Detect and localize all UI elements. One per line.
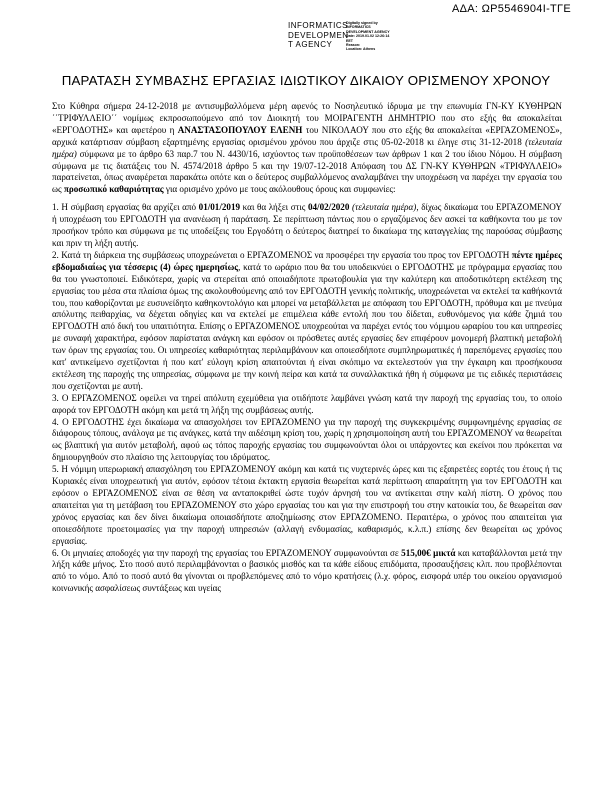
intro-paragraph — [52, 101, 562, 196]
clause-1 — [52, 202, 562, 250]
text-run: 5. Η νόμιμη υπερωριακή απασχόληση του ΕΡΓΑΖΟΜΕΝΟΥ ακόμη και κατά τις νυχτερινές ώρες και τις εξαιρετέες εορτές του έτους ή τις Κυριακές είναι υποχρεωτική για αυτόν, εφόσον τέτοια έκτακτη εργασία θεωρείται κατά περίπτωση απαραίτητη για τον ΕΡΓΟΔΟΤΗ και εφόσον ο ΕΡΓΑΖΟΜΕΝΟΣ είναι σε θέση να ανταποκριθεί ώστε τυχόν άρνησή του να αντίκειται στην καλή πίστη. Ο χρόνος που απαιτείται για τη μετάβαση του ΕΡΓΑΖΟΜΕΝΟΥ στο χώρο εργασίας του και για την επιστροφή του στην κατοικία του, δε θεωρείται σαν χρόνος εργασίας και δεν δίνει δικαίωμα οποιασδήποτε αποζημίωσης στον ΕΡΓΑΖΟΜΕΝΟ. Περαιτέρω, ο χρόνος που απαιτείται για οποιεσδήποτε προετοιμασίες για την παροχή υπηρεσιών (αλλαγή ενδυμασίας, καθαρισμός, κ.λ.π.) επίσης δεν θεωρείται ως χρόνος εργασίας. — [52, 464, 562, 546]
text-run: του ΝΙΚΟΛΑΟΥ που στο εξής θα αποκαλείται «ΕΡΓΑΖΟΜΕΝΟΣ», αρχικά κατάρτισαν σύμβαση εξαρτημένης εργασίας ορισμένου χρόνου που άρχιζε στις 05-02-2018 κι έληγε στις 31-12-2018 — [52, 124, 562, 147]
end-date: 04/02/2020 — [307, 202, 350, 213]
signature-line: Location: Athens — [346, 47, 376, 52]
agency-name-line: DEVELOPMEN — [288, 30, 349, 40]
text-run: Στο Κύθηρα σήμερα 24-12-2018 με αντισυμβαλλόμενα μέρη αφενός το Νοσηλευτικό ίδρυμα με την επωνυμία ΓΝ-ΚΥ ΚΥΘΗΡΩΝ ΄΄ΤΡΙΦΥΛΛΕΙΟ΄΄ νομίμως εκπροσωπούμενο από τον Διοικητή του ΜΟΙΡΑΓΕΝΤΗ ΔΗΜΗΤΡΙΟ που στο εξής θα αποκαλείται «ΕΡΓΟΔΟΤΗΣ» και αφετέρου η — [52, 101, 562, 135]
start-date: 01/01/2019 — [198, 202, 241, 213]
text-run: και καταβάλλονται μετά την λήξη κάθε μήνος. Στο ποσό αυτό περιλαμβάνονται ο βασικός μισθός και τα κάθε είδους επιδόματα, προσαυξήσεις κλπ. που προβλέπονται από το νόμο. Από το ποσό αυτό θα γίνονται οι προβλεπόμενες από το νόμο κρατήσεις (λ.χ. φόρος, εισφορά υπέρ του οικείου οργανισμού κοινωνικής ασφαλίσεως συντάξεως και υγείας — [52, 547, 562, 594]
agency-name — [288, 21, 350, 50]
employee-name: ΑΝΑΣΤΑΣΟΠΟΥΛΟΥ ΕΛΕΝΗ — [177, 124, 303, 135]
text-run: , κατά το ωράριο που θα του υποδεικνύει ο ΕΡΓΟΔΟΤΗΣ με πρόγραμμα εργασίας που θα του γνωστοποιεί. Ειδικότερα, χωρίς να στερείται από οποιαδήποτε πρωτοβουλία για την καλύτερη και αποδοτικότερη εκτέλεση της εργασίας του μέσα στα πλαίσια όμως της ακολουθούμενης από τον ΕΡΓΟΔΟΤΗ γενικής πολιτικής, υποχρεώνεται να εκτελεί τα καθήκοντά του, που καθορίζονται με ευσυνείδητο καθηκοντολόγιο και μπορεί να μεταβάλλεται με απόφαση του ΕΡΓΟΔΟΤΗ, πρόθυμα και με πνεύμα απόλυτης πειθαρχίας, να δέχεται οδηγίες και να εκτελεί με επιμέλεια κάθε εντολή που του δίδεται, ευθυνόμενος για κάθε ζημιά του ΕΡΓΟΔΟΤΗ από δική του υπαιτιότητα. Επίσης ο ΕΡΓΑΖΟΜΕΝΟΣ υποχρεούται να παρέχει εντός του νόμιμου ωραρίου του και υπηρεσίες με συναφή χαρακτήρα, εφόσον παρίσταται ανάγκη και εφόσον οι πρόσθετες αυτές εργασίες δεν επιφέρουν μονομερή βλαπτική μεταβολή των όρων της εργασίας του. Οι υπηρεσίες καθαριότητας περιλαμβάνουν και οποιεσδήποτε συμπληρωματικές ή παρεπόμενες εργασίες που κατ' αντικείμενο σχετίζονται ή που κατ' εύλογη κρίση απαιτούνται ή είναι σκόπιμο να εκτελεστούν για την έγκαιρη και προσήκουσα εκτέλεση της παροχής της υπηρεσίας, σύμφωνα με την κοινή πείρα και κατά τα συναλλακτικά ήθη ή σύμφωνα με τις ειδικές περιστάσεις που σχετίζονται με αυτή. — [52, 261, 562, 391]
signature-line: Reason: — [346, 43, 361, 48]
document-body — [52, 101, 562, 595]
signature-line: INFORMATICS — [346, 25, 371, 30]
job-title: προσωπικό καθαριότητας — [63, 184, 164, 195]
clause-2 — [52, 250, 562, 393]
document-title: ΠΑΡΑΤΑΣΗ ΣΥΜΒΑΣΗΣ ΕΡΓΑΣΙΑΣ ΙΔΙΩΤΙΚΟΥ ΔΙΚΑΙΟΥ ΟΡΙΣΜΕΝΟΥ ΧΡΟΝΟΥ — [61, 73, 551, 88]
working-hours: πέντε ημέρες εβδομαδιαίως για τέσσερις (4) ώρες ημερησίως — [52, 249, 563, 272]
text-run: 6. Οι μηνιαίες αποδοχές για την παροχή της εργασίας του ΕΡΓΑΖΟΜΕΝΟΥ συμφωνούνται σε — [52, 547, 402, 558]
signature-line: Digitally signed by — [346, 21, 378, 25]
signature-line: DEVELOPMENT AGENCY — [346, 29, 390, 34]
text-run: 2. Κατά τη διάρκεια της συμβάσεως υποχρεώνεται ο ΕΡΓΑΖΟΜΕΝΟΣ να προσφέρει την εργασία του προς τον ΕΡΓΟΔΟΤΗ — [52, 249, 512, 260]
clause-3 — [52, 393, 562, 417]
signature-line: Date: 2019.01.02 12:26:14 — [346, 34, 390, 39]
text-run: σύμφωνα με το άρθρο 63 παρ.7 του Ν. 4430/16, ισχύοντος των προϋποθέσεων των άρθρων 1 και 2 του ίδιου Νόμου. Η σύμβαση σύμφωνα με τις διατάξεις του Ν. 4574/2018 άρθρο 5 και την 19/07-12-2018 Απόφαση του ΔΣ ΓΝ-ΚΥ ΚΥΘΗΡΩΝ «ΤΡΙΦΥΛΛΕΙΟ» παρατείνεται, όπως αναφέρεται παρακάτω οπότε και ο δεύτερος συμβαλλόμενος αναλαμβάνει την υποχρέωση να παρέχει την εργασία του ως — [52, 148, 562, 195]
text-run: 3. Ο ΕΡΓΑΖΟΜΕΝΟΣ οφείλει να τηρεί απόλυτη εχεμύθεια για οτιδήποτε λαμβάνει γνώση κατά την παροχή της εργασίας του, το οποίο αφορά τον ΕΡΓΟΔΟΤΗ ακόμη και μετά τη λήξη της συμβάσεως αυτής. — [52, 392, 562, 415]
text-run: , δίχως δικαίωμα του ΕΡΓΑΖΟΜΕΝΟΥ ή υποχρέωση του ΕΡΓΟΔΟΤΗ για ανανέωση ή παράταση. Σε περίπτωση πάντως που ο εργαζόμενος δεν ασκεί τα καθήκοντα του με τον προσήκον τρόπο και σύμφωνα με τις υποδείξεις του Εργοδότη ο δεύτερος διατηρεί το δικαίωμα της καταγγελίας της παρούσας σύμβασης και πριν τη λήξη αυτής. — [52, 202, 562, 248]
clause-6 — [52, 548, 562, 596]
salary-amount: 515,00€ μικτά — [401, 547, 456, 558]
italic-run: (τελευταία ημέρα) — [352, 202, 417, 213]
signature-details — [346, 21, 426, 52]
agency-name-line: INFORMATICS — [288, 21, 349, 30]
signature-line: EET — [346, 38, 353, 43]
agency-name-line: T AGENCY — [288, 40, 333, 49]
ada-code: ΑΔΑ: ΩΡ5546904Ι-ΤΓΕ — [452, 3, 572, 15]
text-run: 1. Η σύμβαση εργασίας θα αρχίζει από — [52, 202, 199, 213]
clause-4 — [52, 417, 562, 465]
text-run: και θα λήξει στις — [240, 202, 308, 213]
italic-run: (τελευταία ημέρα) — [52, 136, 562, 159]
text-run: 4. Ο ΕΡΓΟΔΟΤΗΣ έχει δικαίωμα να απασχολήσει τον ΕΡΓΑΖΟΜΕΝΟ για την παροχή της συγκεκριμένης συμφωνημένης εργασίας σε διάφορους τόπους, ανάλογα με τις ανάγκες, κατά την αιδέσιμη κρίση του, χωρίς η χρησιμοποίηση αυτή του ΕΡΓΑΖΟΜΕΝΟΥ να θεωρείται ως βλαπτική για αυτόν μεταβολή, αφού ως τόπος παροχής εργασίας του συμφωνούνται όλοι οι υπάρχοντες και εκείνοι που πρόκειται να δημιουργηθούν στο πλαίσιο της λειτουργίας του ιδρύματος. — [52, 416, 562, 463]
text-run: για ορισμένο χρόνο με τους ακόλουθους όρους και συμφωνίες: — [163, 184, 396, 195]
clause-5 — [52, 464, 562, 547]
